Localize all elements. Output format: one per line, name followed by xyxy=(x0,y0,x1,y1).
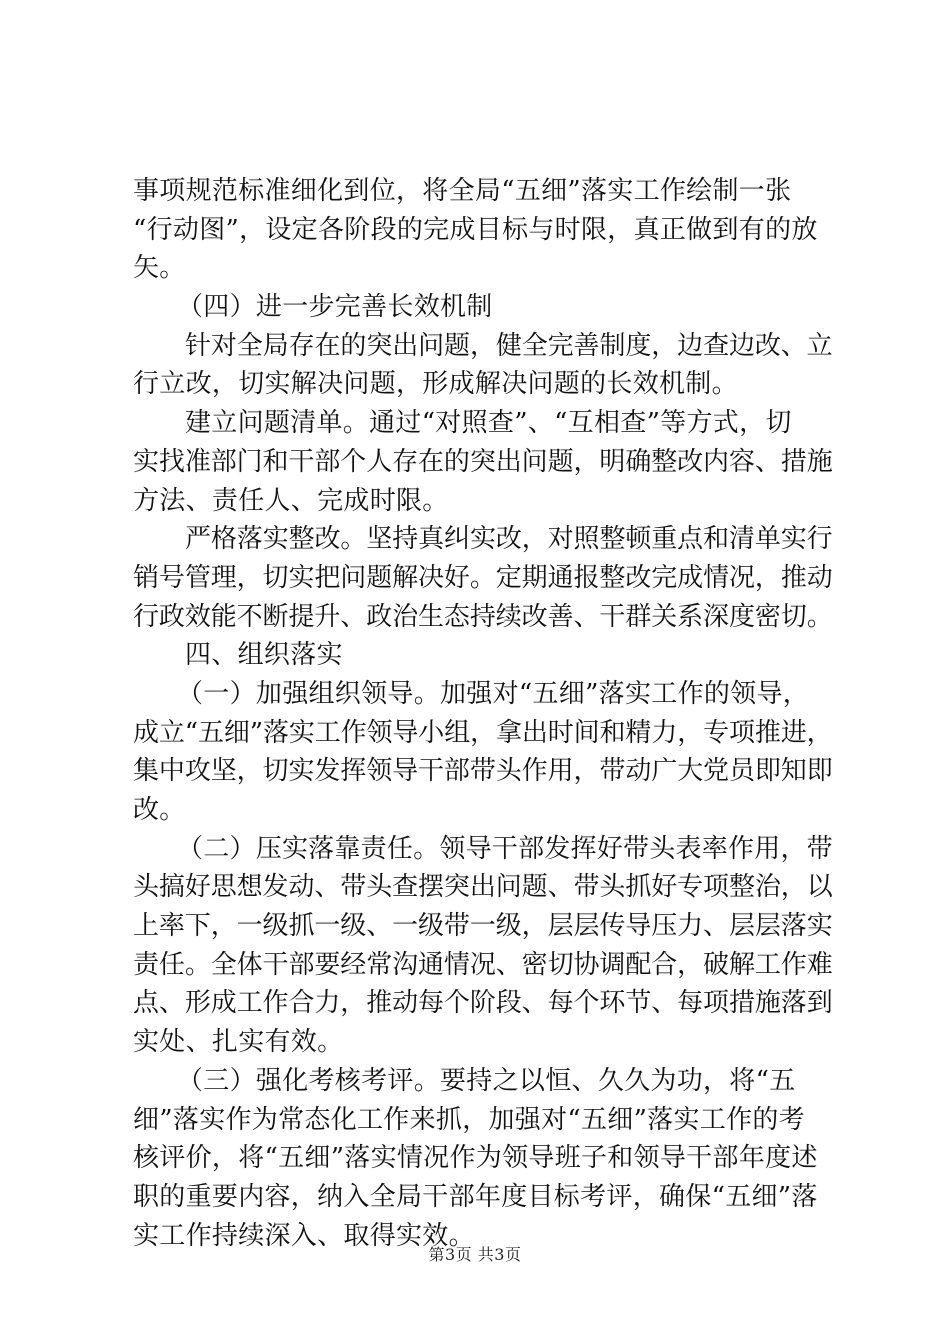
text-line: 职的重要内容，纳入全局干部年度目标考评，确保“五细”落 xyxy=(133,1181,818,1212)
text-line: “行动图”，设定各阶段的完成目标与时限，真正做到有的放 xyxy=(133,214,818,245)
text-line: 细”落实作为常态化工作来抓，加强对“五细”落实工作的考 xyxy=(133,1104,805,1135)
page-footer: 第3页 共3页 xyxy=(428,1245,522,1264)
text-line: 方法、责任人、完成时限。 xyxy=(133,485,449,516)
text-line: 改。 xyxy=(133,795,186,825)
text-line: 销号管理，切实把问题解决好。定期通报整改完成情况，推动 xyxy=(133,562,833,593)
text-line: 矢。 xyxy=(133,253,186,284)
text-line: 成立“五细”落实工作领导小组，拿出时间和精力，专项推进， xyxy=(133,717,833,748)
text-line: 集中攻坚，切实发挥领导干部带头作用，带动广大党员即知即 xyxy=(133,756,833,787)
text-line: 上率下，一级抓一级、一级带一级，层层传导压力、层层落实 xyxy=(133,911,833,942)
text-line: 实处、扎实有效。 xyxy=(133,1027,344,1058)
text-line: （一）加强组织领导。加强对“五细”落实工作的领导， xyxy=(177,678,810,709)
text-line: 点、形成工作合力，推动每个阶段、每个环节、每项措施落到 xyxy=(133,988,833,1019)
document-body xyxy=(133,172,833,1255)
text-line: 建立问题清单。通过“对照查”、“互相查”等方式，切 xyxy=(185,408,792,439)
text-line: 核评价，将“五细”落实情况作为领导班子和领导干部年度述 xyxy=(133,1143,818,1174)
text-line: 四、组织落实 xyxy=(185,640,343,671)
text-line: （二）压实落靠责任。领导干部发挥好带头表率作用，带 xyxy=(177,833,833,864)
text-line: 头搞好思想发动、带头查摆突出问题、带头抓好专项整治，以 xyxy=(133,872,833,903)
text-line: 实工作持续深入、取得实效。 xyxy=(133,1220,475,1251)
text-line: （三）强化考核考评。要持之以恒、久久为功，将“五 xyxy=(177,1065,796,1096)
text-line: （四）进一步完善长效机制 xyxy=(177,292,493,323)
text-line: 行立改，切实解决问题，形成解决问题的长效机制。 xyxy=(133,369,738,400)
text-line: 责任。全体干部要经常沟通情况、密切协调配合，破解工作难 xyxy=(133,949,833,980)
text-line: 事项规范标准细化到位，将全局“五细”落实工作绘制一张 xyxy=(133,176,792,206)
text-line: 实找准部门和干部个人存在的突出问题，明确整改内容、措施 xyxy=(133,446,833,477)
text-line: 行政效能不断提升、政治生态持续改善、干群关系深度密切。 xyxy=(133,601,833,632)
text-line: 严格落实整改。坚持真纠实改，对照整顿重点和清单实行 xyxy=(185,524,833,555)
text-line: 针对全局存在的突出问题，健全完善制度，边查边改、立 xyxy=(185,330,833,361)
